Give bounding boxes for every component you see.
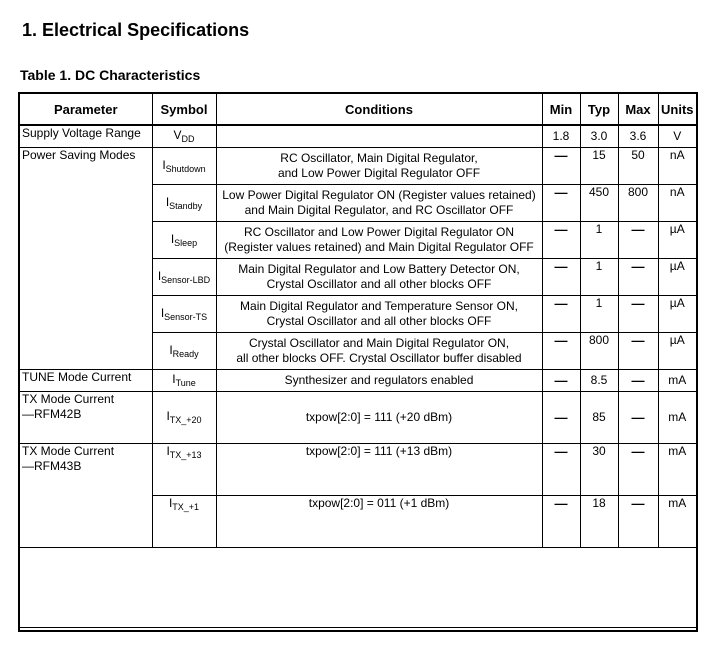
conditions-cell: Main Digital Regulator and Low Battery Detector ON, Crystal Oscillator and all other blocks OFF bbox=[216, 258, 542, 295]
symbol-cell bbox=[152, 147, 216, 184]
min-value: — bbox=[554, 147, 568, 163]
section-title: 1. Electrical Specifications bbox=[22, 20, 250, 40]
max-value: — bbox=[631, 258, 645, 274]
symbol-subscript: Sensor-LBD bbox=[161, 274, 211, 285]
min-cell bbox=[542, 332, 580, 369]
conditions-cell bbox=[216, 125, 542, 147]
symbol-cell bbox=[152, 495, 216, 547]
typ-cell: 15 bbox=[580, 147, 618, 184]
conditions-cell: txpow[2:0] = 111 (+13 dBm) bbox=[216, 443, 542, 495]
symbol-main: I bbox=[170, 231, 175, 246]
conditions-cell: RC Oscillator and Low Power Digital Regulator ON (Register values retained) and Main Digital Regulator OFF bbox=[216, 221, 542, 258]
units-cell: nA bbox=[658, 184, 696, 221]
min-cell: 1.8 bbox=[542, 125, 580, 147]
symbol-subscript: Sensor-TS bbox=[164, 311, 208, 322]
table-grid bbox=[20, 94, 696, 628]
symbol-main: I bbox=[165, 194, 170, 209]
symbol-main: I bbox=[162, 157, 166, 172]
symbol-main: V bbox=[173, 128, 182, 143]
header-row bbox=[20, 94, 696, 125]
parameter-cell: TX Mode Current —RFM42B bbox=[20, 391, 152, 443]
min-value: — bbox=[554, 443, 568, 459]
symbol-subscript: Ready bbox=[172, 348, 199, 359]
max-value: — bbox=[631, 295, 645, 311]
conditions-cell: Crystal Oscillator and Main Digital Regulator ON, all other blocks OFF. Crystal Oscillator buffer disabled bbox=[216, 332, 542, 369]
max-value: — bbox=[631, 495, 645, 511]
typ-cell: 18 bbox=[580, 495, 618, 547]
parameter-cell: Supply Voltage Range bbox=[20, 125, 152, 147]
min-cell bbox=[542, 369, 580, 391]
max-value: — bbox=[631, 372, 645, 388]
units-cell: V bbox=[658, 125, 696, 147]
min-value: — bbox=[554, 258, 568, 274]
table-row bbox=[20, 369, 696, 391]
table-title: Table 1. DC Characteristics bbox=[20, 67, 201, 83]
symbol-cell bbox=[152, 295, 216, 332]
units-cell: nA bbox=[658, 147, 696, 184]
conditions-cell: Synthesizer and regulators enabled bbox=[216, 369, 542, 391]
conditions-cell: RC Oscillator, Main Digital Regulator, and Low Power Digital Regulator OFF bbox=[216, 147, 542, 184]
max-cell bbox=[618, 332, 658, 369]
symbol-main: I bbox=[160, 305, 165, 320]
typ-cell: 1 bbox=[580, 221, 618, 258]
max-cell bbox=[618, 221, 658, 258]
header-units: Units bbox=[658, 94, 696, 125]
max-cell: 50 bbox=[618, 147, 658, 184]
min-cell bbox=[542, 258, 580, 295]
empty-cell bbox=[20, 547, 696, 627]
header-symbol: Symbol bbox=[152, 94, 216, 125]
symbol-cell bbox=[152, 221, 216, 258]
min-value: — bbox=[554, 372, 568, 388]
header-max: Max bbox=[618, 94, 658, 125]
header-typ: Typ bbox=[580, 94, 618, 125]
parameter-cell: TX Mode Current —RFM43B bbox=[20, 443, 152, 547]
max-cell bbox=[618, 391, 658, 443]
symbol-subscript: Shutdown bbox=[165, 163, 206, 174]
symbol-cell bbox=[152, 443, 216, 495]
typ-cell: 1 bbox=[580, 258, 618, 295]
units-cell: µA bbox=[658, 295, 696, 332]
max-cell: 3.6 bbox=[618, 125, 658, 147]
max-value: — bbox=[631, 332, 645, 348]
parameter-cell: Power Saving Modes bbox=[20, 147, 152, 369]
table-row bbox=[20, 147, 696, 184]
typ-cell: 450 bbox=[580, 184, 618, 221]
max-value: — bbox=[631, 409, 645, 425]
parameter-cell: TUNE Mode Current bbox=[20, 369, 152, 391]
symbol-main: I bbox=[166, 443, 170, 458]
min-value: — bbox=[554, 495, 568, 511]
table-row bbox=[20, 125, 696, 147]
symbol-subscript: DD bbox=[181, 134, 195, 145]
dc-characteristics-table bbox=[18, 92, 698, 632]
empty-row bbox=[20, 547, 696, 627]
header-parameter: Parameter bbox=[20, 94, 152, 125]
min-cell bbox=[542, 443, 580, 495]
symbol-cell bbox=[152, 125, 216, 147]
units-cell: µA bbox=[658, 221, 696, 258]
units-cell: µA bbox=[658, 258, 696, 295]
symbol-main: I bbox=[168, 495, 173, 510]
max-cell bbox=[618, 369, 658, 391]
min-cell bbox=[542, 295, 580, 332]
symbol-main: I bbox=[157, 268, 162, 283]
symbol-subscript: TX_+20 bbox=[169, 415, 202, 425]
max-cell bbox=[618, 495, 658, 547]
min-value: — bbox=[554, 184, 568, 200]
symbol-subscript: Standby bbox=[169, 200, 203, 211]
min-value: — bbox=[554, 332, 568, 348]
units-cell: mA bbox=[658, 391, 696, 443]
conditions-cell: Main Digital Regulator and Temperature Sensor ON, Crystal Oscillator and all other blocks OFF bbox=[216, 295, 542, 332]
typ-cell: 800 bbox=[580, 332, 618, 369]
min-cell bbox=[542, 147, 580, 184]
max-cell bbox=[618, 295, 658, 332]
max-value: — bbox=[631, 221, 645, 237]
min-value: — bbox=[554, 295, 568, 311]
typ-cell: 30 bbox=[580, 443, 618, 495]
typ-cell: 3.0 bbox=[580, 125, 618, 147]
symbol-main: I bbox=[169, 342, 173, 357]
min-cell bbox=[542, 391, 580, 443]
symbol-subscript: TX_+1 bbox=[172, 501, 200, 512]
table-row bbox=[20, 443, 696, 495]
conditions-cell: Low Power Digital Regulator ON (Register values retained) and Main Digital Regulator, and RC Oscillator OFF bbox=[216, 184, 542, 221]
max-cell bbox=[618, 443, 658, 495]
max-value: — bbox=[631, 443, 645, 459]
header-min: Min bbox=[542, 94, 580, 125]
max-cell bbox=[618, 258, 658, 295]
symbol-cell bbox=[152, 369, 216, 391]
symbol-cell bbox=[152, 184, 216, 221]
units-cell: mA bbox=[658, 495, 696, 547]
min-cell bbox=[542, 221, 580, 258]
symbol-cell bbox=[152, 258, 216, 295]
symbol-main: I bbox=[172, 372, 176, 386]
conditions-cell: txpow[2:0] = 111 (+20 dBm) bbox=[216, 391, 542, 443]
conditions-cell: txpow[2:0] = 011 (+1 dBm) bbox=[216, 495, 542, 547]
symbol-subscript: TX_+13 bbox=[169, 449, 202, 460]
units-cell: mA bbox=[658, 369, 696, 391]
units-cell: µA bbox=[658, 332, 696, 369]
units-cell: mA bbox=[658, 443, 696, 495]
min-cell bbox=[542, 495, 580, 547]
symbol-subscript: Tune bbox=[175, 378, 196, 388]
typ-cell: 85 bbox=[580, 391, 618, 443]
header-conditions: Conditions bbox=[216, 94, 542, 125]
symbol-main: I bbox=[166, 409, 170, 423]
symbol-cell bbox=[152, 332, 216, 369]
symbol-subscript: Sleep bbox=[174, 237, 198, 248]
typ-cell: 8.5 bbox=[580, 369, 618, 391]
table-row bbox=[20, 391, 696, 443]
min-cell bbox=[542, 184, 580, 221]
typ-cell: 1 bbox=[580, 295, 618, 332]
symbol-cell bbox=[152, 391, 216, 443]
min-value: — bbox=[554, 221, 568, 237]
min-value: — bbox=[554, 409, 568, 425]
max-cell: 800 bbox=[618, 184, 658, 221]
